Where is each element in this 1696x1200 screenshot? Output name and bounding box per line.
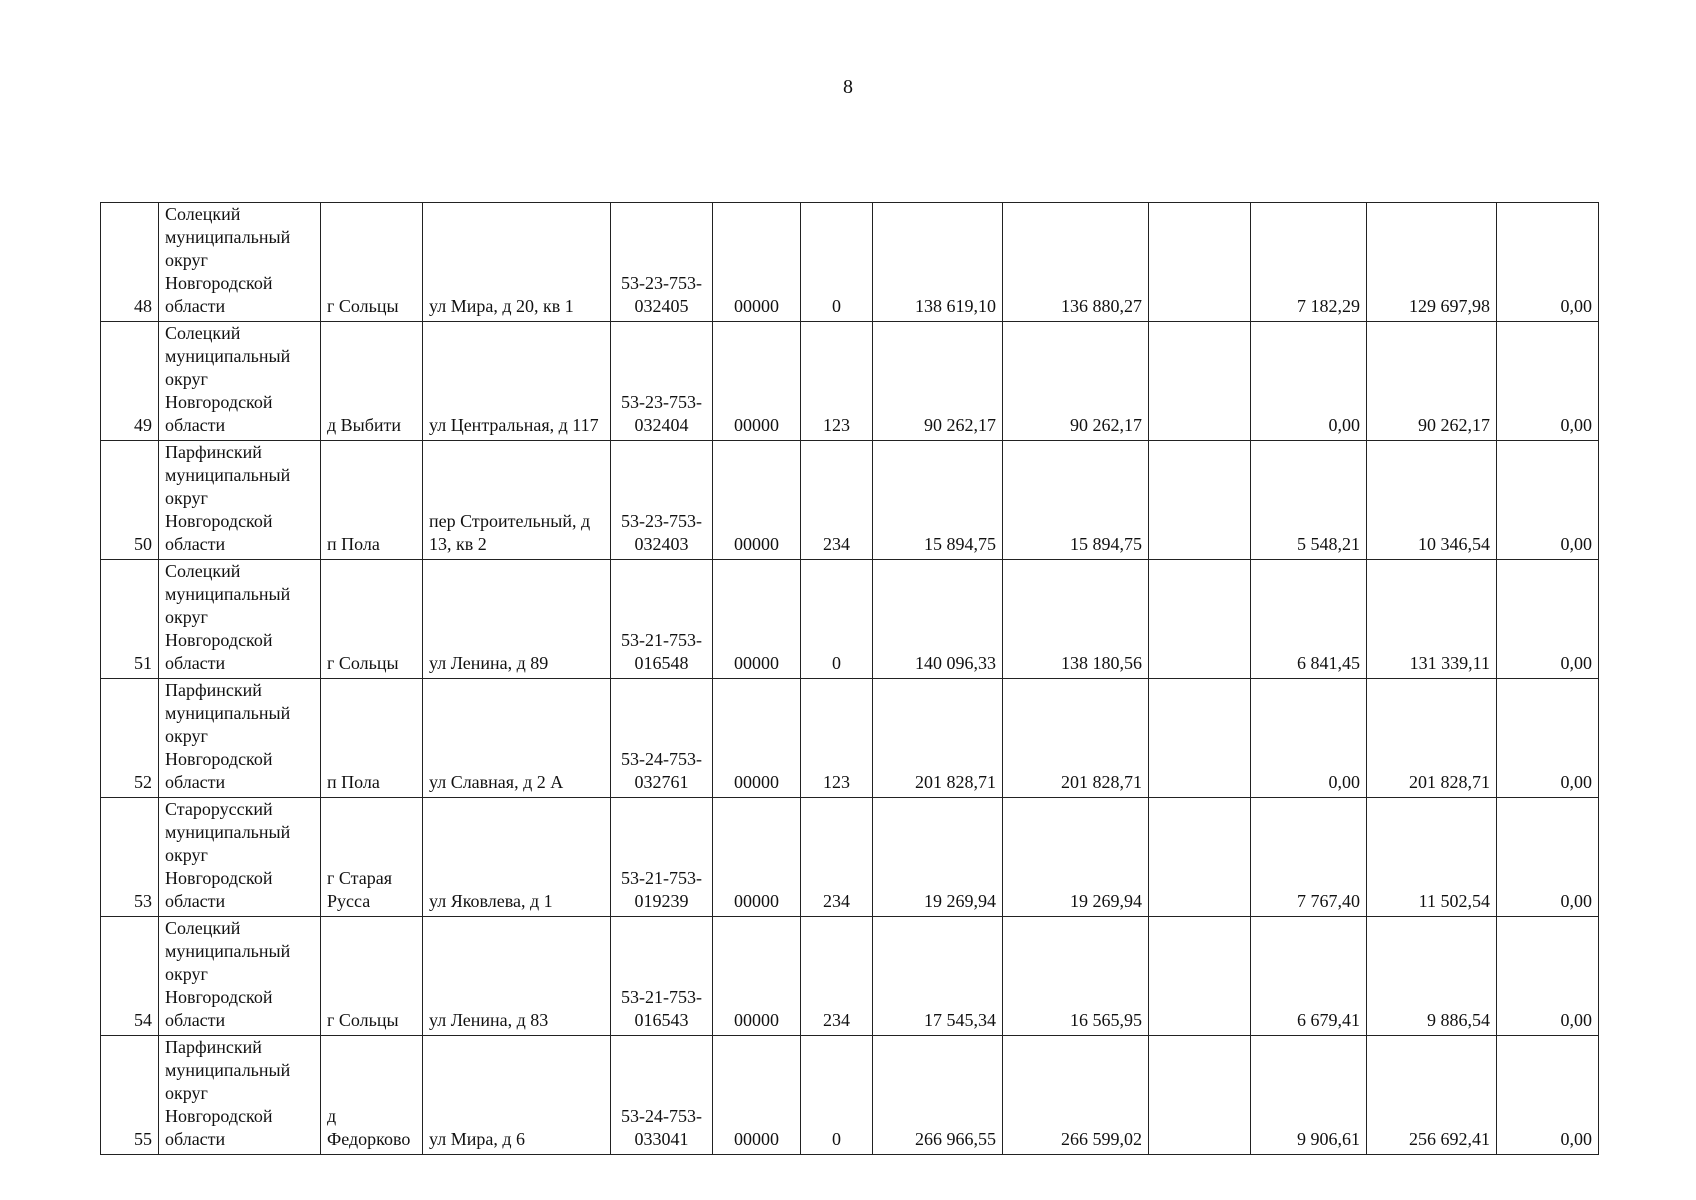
district-cell: Парфинский муниципальный округ Новгородской области [159,679,321,798]
page-number: 8 [843,76,853,98]
type-cell: 234 [801,917,873,1036]
amount-5-cell: 10 346,54 [1367,441,1497,560]
row-number: 55 [101,1036,159,1155]
code-cell: 53-24-753-032761 [611,679,713,798]
code-cell: 53-23-753-032404 [611,322,713,441]
amount-6-cell: 0,00 [1497,679,1599,798]
settlement-cell: г Сольцы [321,203,423,322]
table-row [101,203,1599,322]
table-body [101,203,1599,1155]
address-cell: ул Мира, д 20, кв 1 [423,203,611,322]
kbk-cell: 00000 [713,441,801,560]
amount-3-cell [1149,203,1251,322]
row-number: 48 [101,203,159,322]
amount-4-cell: 7 182,29 [1251,203,1367,322]
amount-5-cell: 256 692,41 [1367,1036,1497,1155]
code-cell: 53-21-753-016543 [611,917,713,1036]
amount-6-cell: 0,00 [1497,560,1599,679]
amount-2-cell: 138 180,56 [1003,560,1149,679]
settlement-cell: г Старая Русса [321,798,423,917]
code-cell: 53-21-753-019239 [611,798,713,917]
amount-6-cell: 0,00 [1497,322,1599,441]
address-cell: ул Ленина, д 89 [423,560,611,679]
amount-6-cell: 0,00 [1497,917,1599,1036]
amount-3-cell [1149,560,1251,679]
table-row [101,441,1599,560]
district-cell: Парфинский муниципальный округ Новгородской области [159,441,321,560]
row-number: 51 [101,560,159,679]
amount-3-cell [1149,917,1251,1036]
settlement-cell: д Выбити [321,322,423,441]
register-table [100,202,1599,1155]
district-cell: Солецкий муниципальный округ Новгородской области [159,203,321,322]
row-number: 54 [101,917,159,1036]
kbk-cell: 00000 [713,917,801,1036]
kbk-cell: 00000 [713,560,801,679]
amount-5-cell: 201 828,71 [1367,679,1497,798]
kbk-cell: 00000 [713,798,801,917]
settlement-cell: г Сольцы [321,560,423,679]
amount-3-cell [1149,441,1251,560]
amount-5-cell: 129 697,98 [1367,203,1497,322]
table-row [101,917,1599,1036]
address-cell: ул Мира, д 6 [423,1036,611,1155]
kbk-cell: 00000 [713,322,801,441]
amount-6-cell: 0,00 [1497,798,1599,917]
district-cell: Солецкий муниципальный округ Новгородской области [159,322,321,441]
row-number: 50 [101,441,159,560]
amount-2-cell: 19 269,94 [1003,798,1149,917]
amount-1-cell: 19 269,94 [873,798,1003,917]
amount-1-cell: 140 096,33 [873,560,1003,679]
row-number: 53 [101,798,159,917]
amount-1-cell: 15 894,75 [873,441,1003,560]
amount-2-cell: 266 599,02 [1003,1036,1149,1155]
amount-3-cell [1149,1036,1251,1155]
type-cell: 234 [801,441,873,560]
settlement-cell: г Сольцы [321,917,423,1036]
table-row [101,1036,1599,1155]
amount-4-cell: 6 841,45 [1251,560,1367,679]
code-cell: 53-21-753-016548 [611,560,713,679]
amount-3-cell [1149,322,1251,441]
amount-1-cell: 90 262,17 [873,322,1003,441]
code-cell: 53-23-753-032403 [611,441,713,560]
amount-4-cell: 6 679,41 [1251,917,1367,1036]
type-cell: 123 [801,322,873,441]
settlement-cell: п Пола [321,679,423,798]
amount-2-cell: 15 894,75 [1003,441,1149,560]
address-cell: ул Центральная, д 117 [423,322,611,441]
type-cell: 234 [801,798,873,917]
amount-4-cell: 5 548,21 [1251,441,1367,560]
amount-5-cell: 11 502,54 [1367,798,1497,917]
amount-6-cell: 0,00 [1497,1036,1599,1155]
amount-2-cell: 201 828,71 [1003,679,1149,798]
address-cell: ул Ленина, д 83 [423,917,611,1036]
amount-6-cell: 0,00 [1497,203,1599,322]
amount-4-cell: 7 767,40 [1251,798,1367,917]
row-number: 49 [101,322,159,441]
table-row [101,560,1599,679]
amount-5-cell: 131 339,11 [1367,560,1497,679]
district-cell: Солецкий муниципальный округ Новгородской области [159,560,321,679]
amount-2-cell: 90 262,17 [1003,322,1149,441]
type-cell: 0 [801,1036,873,1155]
amount-1-cell: 266 966,55 [873,1036,1003,1155]
settlement-cell: д Федорково [321,1036,423,1155]
type-cell: 0 [801,560,873,679]
district-cell: Старорусский муниципальный округ Новгородской области [159,798,321,917]
amount-1-cell: 201 828,71 [873,679,1003,798]
amount-3-cell [1149,679,1251,798]
amount-5-cell: 90 262,17 [1367,322,1497,441]
address-cell: пер Строительный, д 13, кв 2 [423,441,611,560]
district-cell: Солецкий муниципальный округ Новгородской области [159,917,321,1036]
amount-1-cell: 138 619,10 [873,203,1003,322]
settlement-cell: п Пола [321,441,423,560]
address-cell: ул Яковлева, д 1 [423,798,611,917]
amount-2-cell: 136 880,27 [1003,203,1149,322]
amount-4-cell: 9 906,61 [1251,1036,1367,1155]
table-row [101,798,1599,917]
address-cell: ул Славная, д 2 А [423,679,611,798]
kbk-cell: 00000 [713,679,801,798]
type-cell: 123 [801,679,873,798]
table-row [101,679,1599,798]
kbk-cell: 00000 [713,1036,801,1155]
row-number: 52 [101,679,159,798]
amount-5-cell: 9 886,54 [1367,917,1497,1036]
amount-3-cell [1149,798,1251,917]
amount-4-cell: 0,00 [1251,322,1367,441]
table-row [101,322,1599,441]
amount-1-cell: 17 545,34 [873,917,1003,1036]
kbk-cell: 00000 [713,203,801,322]
code-cell: 53-24-753-033041 [611,1036,713,1155]
code-cell: 53-23-753-032405 [611,203,713,322]
amount-4-cell: 0,00 [1251,679,1367,798]
type-cell: 0 [801,203,873,322]
district-cell: Парфинский муниципальный округ Новгородской области [159,1036,321,1155]
amount-6-cell: 0,00 [1497,441,1599,560]
amount-2-cell: 16 565,95 [1003,917,1149,1036]
